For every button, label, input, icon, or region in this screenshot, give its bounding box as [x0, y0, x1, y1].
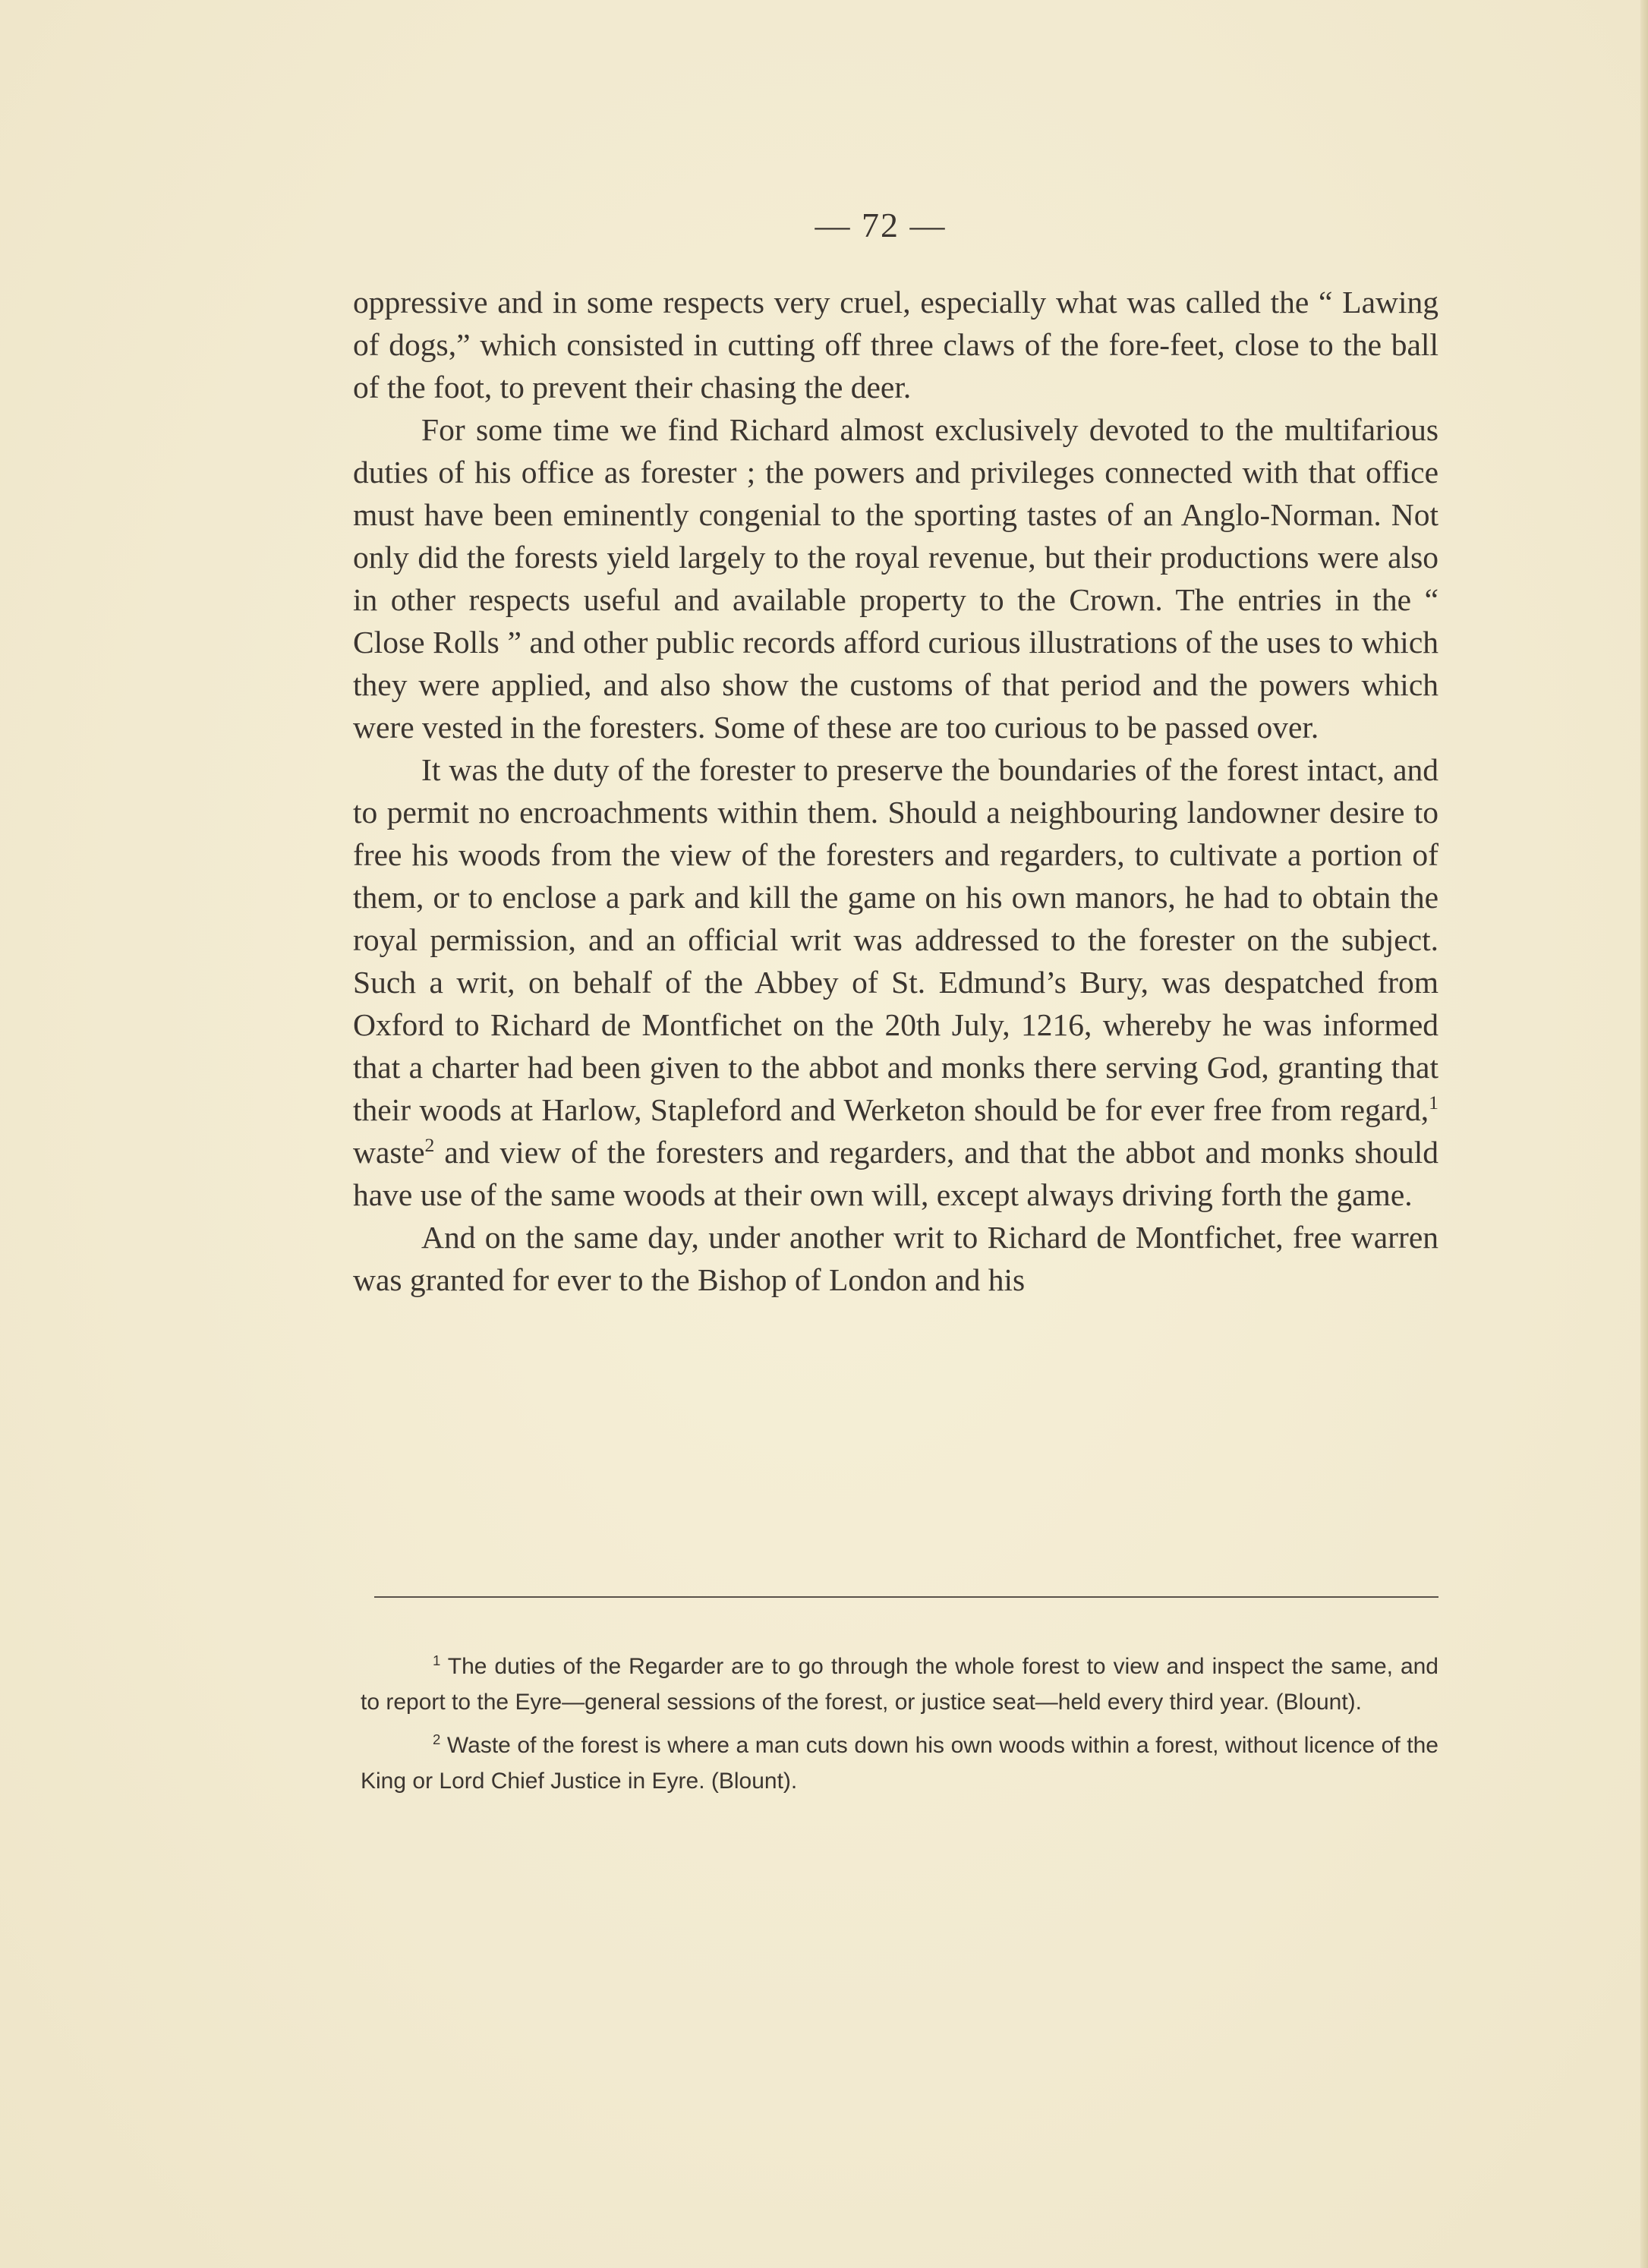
body-text: [353, 281, 1438, 1301]
footnote-text: Waste of the forest is where a man cuts down his own woods within a forest, without licence of the King or Lord Chief Justice in Eyre. (Blount).: [361, 1733, 1438, 1794]
footnote-marker: 2: [433, 1731, 441, 1747]
page-number: — 72 —: [815, 206, 947, 244]
paragraph: For some time we find Richard almost exclusively devoted to the multifarious duties of his office as forester ; the powers and privileges connected with that office must have been eminently congenial to the sporting tastes of an Anglo-Norman. Not only did the forests yield largely to the royal revenue, but their productions were also in other respects useful and available property to the Crown. The entries in the “ Close Rolls ” and other public records afford curious illustrations of the uses to which they were applied, and also show the customs of that period and the powers which were vested in the foresters. Some of these are too curious to be passed over.: [353, 412, 1438, 745]
paragraph-text: It was the duty of the forester to preserve the boundaries of the forest intact, and to permit no encroachments within them. Should a neighbouring landowner desire to free his woods from the view of the foresters and regarders, to cultivate a portion of them, or to enclose a park and kill the game on his own manors, he had to obtain the royal permission, and an official writ was addressed to the forester on the subject. Such a writ, on behalf of the Abbey of St. Edmund’s Bury, was despatched from Oxford to Richard de Montfichet on the 20th July, 1216, whereby he was informed that a charter had been given to the abbot and monks there serving God, granting that their woods at Harlow, Stapleford and Werketon should be for ever free from regard,: [353, 752, 1438, 1127]
paragraph: And on the same day, under another writ to Richard de Montfichet, free warren was granted for ever to the Bishop of London and his: [353, 1220, 1438, 1297]
footnote-marker: 1: [433, 1652, 441, 1668]
footnote-divider: [374, 1596, 1438, 1598]
footnote: [361, 1649, 1438, 1720]
paragraph-text: waste: [353, 1135, 425, 1170]
footnote: [361, 1728, 1438, 1799]
page-edge: [1640, 0, 1648, 2268]
paragraph: oppressive and in some respects very cruel, especially what was called the “ Lawing of dogs,” which consisted in cutting off three claws of the fore-feet, close to the ball of the foot, to prevent their chasing the deer.: [353, 285, 1438, 405]
footnote-ref: 1: [1429, 1091, 1438, 1114]
footnote-ref: 2: [424, 1134, 435, 1157]
paragraph: [353, 748, 1438, 1216]
paragraph-text: and view of the foresters and regarders, and that the abbot and monks should have use of the same woods at their own will, except always driving forth the game.: [353, 1135, 1438, 1212]
footnote-text: The duties of the Regarder are to go through the whole forest to view and inspect the same, and to report to the Eyre—general sessions of the forest, or justice seat—held every third year. (Blount).: [361, 1654, 1438, 1715]
footnotes: [361, 1649, 1438, 1807]
